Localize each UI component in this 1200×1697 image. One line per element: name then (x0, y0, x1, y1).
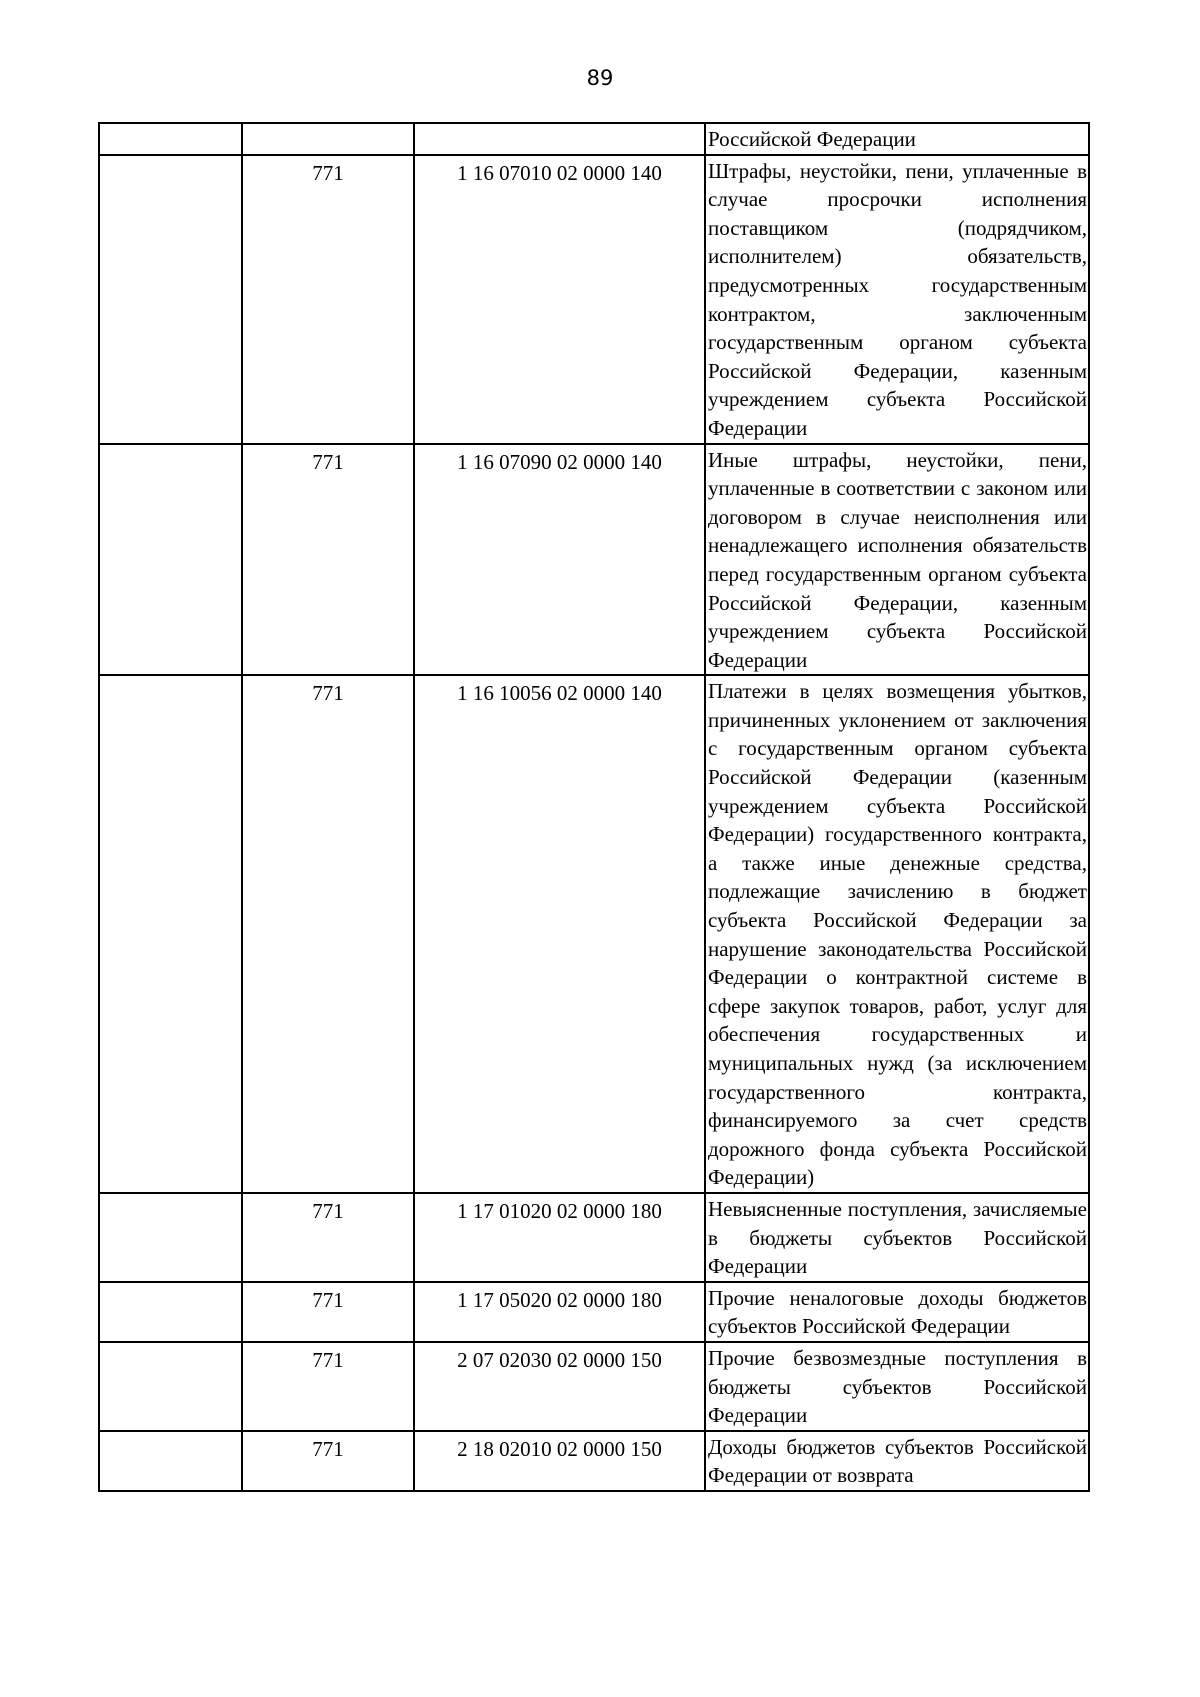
table-row (99, 1431, 1089, 1491)
admin-code-cell: 771 (242, 1193, 414, 1282)
empty-cell (99, 444, 242, 676)
admin-code-cell: 771 (242, 155, 414, 444)
page-number: 89 (586, 66, 614, 90)
table-row-continued (99, 123, 1089, 155)
budget-revenue-table (98, 122, 1090, 1492)
empty-cell (414, 123, 705, 155)
admin-code-cell: 771 (242, 1431, 414, 1491)
admin-code-cell: 771 (242, 1342, 414, 1431)
description-cell: Невыясненные поступления, зачисляемые в бюджеты субъектов Российской Федерации (705, 1193, 1089, 1282)
kbk-code-cell: 2 18 02010 02 0000 150 (414, 1431, 705, 1491)
description-cell: Платежи в целях возмещения убытков, причиненных уклонением от заключения с государственным органом субъекта Российской Федерации (казенным учреждением субъекта Российской Федерации) государственного контракта, а также иные денежные средства, подлежащие зачислению в бюджет субъекта Российской Федерации за нарушение законодательства Российской Федерации о контрактной системе в сфере закупок товаров, работ, услуг для обеспечения государственных и муниципальных нужд (за исключением государственного контракта, финансируемого за счет средств дорожного фонда субъекта Российской Федерации) (705, 675, 1089, 1193)
kbk-code-cell: 1 17 01020 02 0000 180 (414, 1193, 705, 1282)
kbk-code-cell: 2 07 02030 02 0000 150 (414, 1342, 705, 1431)
kbk-code-cell: 1 16 07090 02 0000 140 (414, 444, 705, 676)
empty-cell (99, 1193, 242, 1282)
description-cell: Российской Федерации (705, 123, 1089, 155)
description-cell: Доходы бюджетов субъектов Российской Федерации от возврата (705, 1431, 1089, 1491)
empty-cell (99, 155, 242, 444)
empty-cell (99, 123, 242, 155)
admin-code-cell: 771 (242, 444, 414, 676)
empty-cell (99, 675, 242, 1193)
admin-code-cell: 771 (242, 675, 414, 1193)
description-cell: Штрафы, неустойки, пени, уплаченные в случае просрочки исполнения поставщиком (подрядчиком, исполнителем) обязательств, предусмотренных государственным контрактом, заключенным государственным органом субъекта Российской Федерации, казенным учреждением субъекта Российской Федерации (705, 155, 1089, 444)
table-row (99, 444, 1089, 676)
table-row (99, 1193, 1089, 1282)
admin-code-cell: 771 (242, 1282, 414, 1342)
table-row (99, 1342, 1089, 1431)
empty-cell (99, 1282, 242, 1342)
kbk-code-cell: 1 16 10056 02 0000 140 (414, 675, 705, 1193)
description-cell: Прочие безвозмездные поступления в бюджеты субъектов Российской Федерации (705, 1342, 1089, 1431)
table-row (99, 1282, 1089, 1342)
empty-cell (99, 1342, 242, 1431)
kbk-code-cell: 1 17 05020 02 0000 180 (414, 1282, 705, 1342)
empty-cell (99, 1431, 242, 1491)
kbk-code-cell: 1 16 07010 02 0000 140 (414, 155, 705, 444)
table-row (99, 675, 1089, 1193)
description-cell: Прочие неналоговые доходы бюджетов субъектов Российской Федерации (705, 1282, 1089, 1342)
table-row (99, 155, 1089, 444)
empty-cell (242, 123, 414, 155)
description-cell: Иные штрафы, неустойки, пени, уплаченные в соответствии с законом или договором в случае неисполнения или ненадлежащего исполнения обязательств перед государственным органом субъекта Российской Федерации, казенным учреждением субъекта Российской Федерации (705, 444, 1089, 676)
